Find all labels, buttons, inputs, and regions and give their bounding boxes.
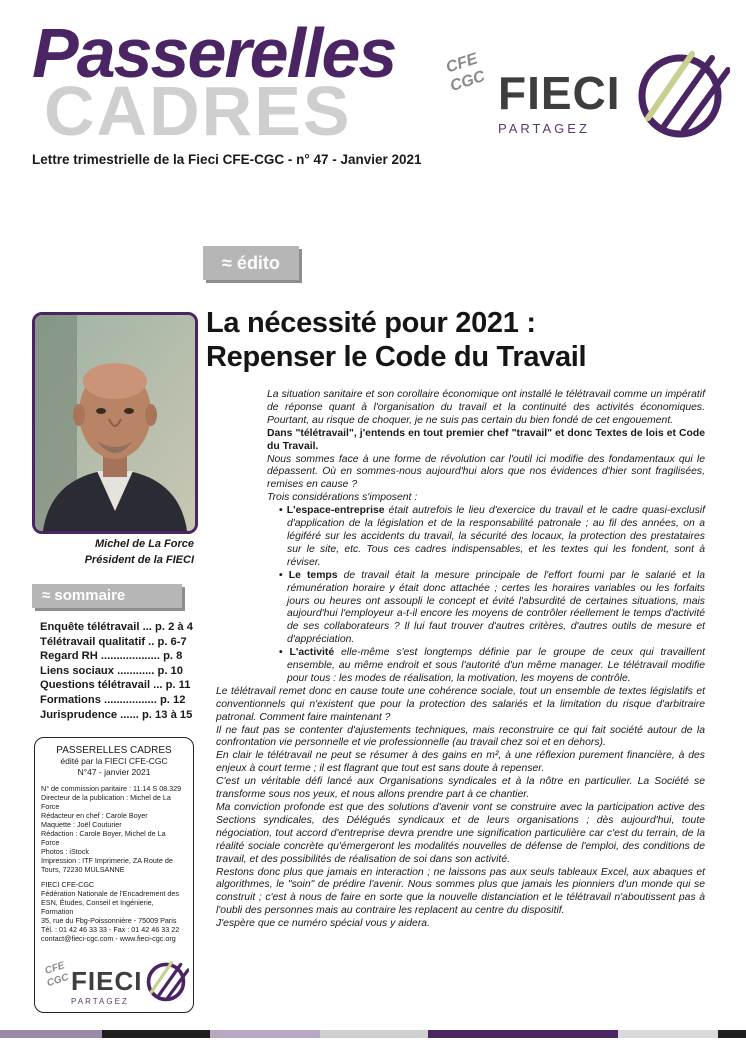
imprint-line: Directeur de la publication : Michel de La Force [41, 793, 171, 811]
imprint-line: Tours, 72230 MULSANNE [41, 865, 125, 874]
bullet-text: elle-même s'est longtemps définie par le groupe de ceux qui travaillent ensemble, au même endroit et sous l'autorité d'un même manager. Le télétravail modifie pour tous : les modes de réalisation, la motivation, les moyens de contrôle. [287, 647, 705, 684]
imprint-line: Force [41, 838, 60, 847]
org-line: FIECI CFE-CGC [41, 880, 95, 889]
article-paragraph: J'espère que ce numéro spécial vous y aidera. [216, 918, 430, 930]
imprint-line: Impression : ITF Imprimerie, ZA Route de [41, 856, 173, 865]
author-role: Président de la FIECI [84, 554, 194, 566]
article-bullet [267, 505, 705, 570]
author-portrait [32, 312, 198, 534]
portrait-illustration [35, 315, 195, 531]
imprint-title: PASSERELLES CADRES [56, 745, 172, 756]
article-bullet [267, 570, 705, 647]
logo-ring-icon [143, 958, 189, 1004]
imprint-line: N° de commission paritaire : 11.14 S 08.329 [41, 784, 182, 793]
fieci-logo [440, 44, 730, 144]
bullet-lead: • L'activité [279, 647, 335, 659]
footer-bar-segment [718, 1030, 746, 1038]
imprint-line: Rédaction : Carole Boyer, Michel de La [41, 829, 166, 838]
article-paragraph: Trois considérations s'imposent : [267, 492, 418, 504]
imprint-line: Rédacteur en chef : Carole Boyer [41, 811, 148, 820]
org-contact-links[interactable]: contact@fieci-cgc.com - www.fieci-cgc.org [41, 934, 176, 943]
table-of-contents [40, 620, 202, 722]
fieci-logo-small [43, 956, 189, 1008]
article-paragraph: Ma conviction profonde est que des solutions d'avenir vont se construire avec la participation active des Sections syndicales, des Délégués syndicaux et de leurs organisations ; dès aujourd'hui, toute négociation, tout accord d'entreprise devra prendre une signification particulière car c'est du terrain, de la réalité sociale concrète qu'émergeront les modalités nouvelles de défense de l'emploi, des conditions de travail, et des possibilités de réalisation de soi dans son activité. [216, 802, 705, 865]
org-line: 35, rue du Fbg-Poissonnière - 75009 Paris [41, 916, 177, 925]
imprint-box [34, 737, 194, 1013]
article-paragraph: Nous sommes face à une forme de révolution car l'outil ici modifie des fondamentaux qui le dépassent. Où en sommes-nous aujourd'hui alors que nos évidences d'hier sont fragilisées, remises en cause ? [267, 453, 705, 491]
article-paragraph [267, 428, 705, 454]
bullet-text: était autrefois le lieu d'exercice du travail et le cadre quasi-exclusif d'application de la législation et de la responsabilité patronale ; au fil des années, on a légiféré sur les accidents du travail, la sécurité des locaux, la protection des prestataires sur le site, etc. Tous ces cadres indispensables, et les textes qui les fondent, sont à réviser. [287, 505, 705, 568]
issue-line: Lettre trimestrielle de la Fieci CFE-CGC - n° 47 - Janvier 2021 [32, 152, 422, 167]
org-line: Tél. : 01 42 46 33 33 - Fax : 01 42 46 33 22 [41, 925, 180, 934]
imprint-edited-by: édité par la FIECI CFE-CGC [60, 756, 168, 766]
toc-item: Jurisprudence ...... p. 13 à 15 [40, 708, 193, 721]
footer-bar-segment [320, 1030, 428, 1038]
logo-ring-icon [630, 44, 730, 144]
imprint-organisation [41, 880, 187, 943]
footer-bar-segment [102, 1030, 210, 1038]
logo-tagline: PARTAGEZ [498, 121, 590, 136]
imprint-header [41, 745, 187, 778]
cgc-mark: CGC [448, 67, 488, 96]
portrait-caption [32, 536, 194, 568]
footer-bar-segment [0, 1030, 102, 1038]
imprint-line: Photos : iStock [41, 847, 89, 856]
imprint-credits [41, 784, 187, 874]
article-paragraph: En clair le télétravail ne peut se résumer à des gains en m², à une réflexion purement financière, à des enjeux à court terme ; il est flagrant que tout est sans doute à repenser. [216, 750, 705, 775]
toc-item: Télétravail qualitatif .. p. 6-7 [40, 635, 187, 648]
article-paragraph: Le télétravail remet donc en cause toute une cohérence sociale, tout un ensemble de textes législatifs et conventionnels qui n'existent que pour la protection des salariés et la limitation du risque d'arbitraire patronal. Comment faire maintenant ? [216, 685, 705, 723]
article-paragraph: Restons donc plus que jamais en interaction ; ne laissons pas aux seuls tableaux Excel, aux abaques et algorithmes, le "soin" de prédire l'avenir. Nous sommes plus que jamais les pionniers d'un monde qui se construit ; c'est à nous de faire en sorte que la nouvelle distanciation et le télétravail n'aboutissent pas à l'oubli des personnes mais au contraire les replacent au centre du dispositif. [216, 866, 705, 917]
imprint-issue: N°47 - janvier 2021 [77, 767, 151, 777]
article-paragraph: Il ne faut pas se contenter d'ajustements techniques, mais reconstruire ce qui fait société autour de la confrontation vie personnelle et vie professionnelle (au travail chez soi et en dehors). [216, 724, 705, 749]
cfe-mark: CFE [43, 960, 67, 977]
cgc-mark: CGC [45, 971, 71, 990]
masthead-subtitle: CADRES [44, 72, 352, 150]
bullet-lead: • L'espace-entreprise [279, 505, 385, 517]
toc-item: Formations ................. p. 12 [40, 693, 186, 706]
masthead-title: Passerelles [32, 14, 396, 92]
bullet-text: de travail était la mesure principale de l'effort fourni par le salarié et la rémunération horaire y était donc attachée ; certes les horaires variables ou les forfaits jours ou heures ont assoupli le concept et évité l'absurdité de certaines situations, mais aujourd'hui l'employeur a-t-il encore les moyens de contrôler réellement le temps d'activité de ses collaborateurs ? Il lui faut trouver d'autres critères, d'autres outils de mesure et d'appréciation. [287, 569, 705, 646]
cfe-mark: CFE [444, 50, 480, 77]
sommaire-label: ≈ sommaire [32, 584, 182, 608]
edito-label: ≈ édito [203, 246, 299, 280]
footer-bar-segment [618, 1030, 718, 1038]
toc-item: Regard RH ................... p. 8 [40, 650, 183, 663]
toc-item: Liens sociaux ............ p. 10 [40, 664, 184, 677]
article-emphasis: Dans "télétravail", j'entends en tout premier chef "travail" et donc Textes de lois et Code du Travail. [267, 427, 705, 452]
headline-line-2: Repenser le Code du Travail [206, 341, 587, 373]
org-line: ESN, Études, Conseil et Ingénierie, Formation [41, 898, 154, 916]
bullet-lead: • Le temps [279, 569, 338, 581]
editorial-article [216, 389, 705, 931]
article-bullet [267, 647, 705, 686]
toc-item: Enquête télétravail ... p. 2 à 4 [40, 621, 193, 633]
masthead [0, 0, 746, 175]
org-line: Fédération Nationale de l'Encadrement des [41, 889, 180, 898]
toc-item: Questions télétravail ... p. 11 [40, 679, 191, 692]
logo-tagline: PARTAGEZ [71, 997, 129, 1006]
headline [206, 306, 726, 374]
author-name: Michel de La Force [94, 538, 194, 550]
footer-bar-segment [210, 1030, 320, 1038]
logo-wordmark: FIECI [71, 966, 143, 996]
article-paragraph: C'est un véritable défi lancé aux Organisations syndicales et à la nôtre en particulier. La Société se transforme sous nos yeux, et nous allons prendre part à ce chantier. [216, 776, 705, 801]
headline-line-1: La nécessité pour 2021 : [206, 307, 536, 339]
imprint-line: Maquette : Joël Couturier [41, 820, 122, 829]
article-paragraph: La situation sanitaire et son corollaire économique ont installé le télétravail comme un impératif de réponse quant à l'organisation du travail et la continuité des activités économiques. Pourtant, au risque de choquer, je ne suis pas certain du bien fondé de cet engouement. [267, 389, 705, 426]
footer-bar-segment [428, 1030, 618, 1038]
logo-wordmark: FIECI [498, 67, 621, 119]
